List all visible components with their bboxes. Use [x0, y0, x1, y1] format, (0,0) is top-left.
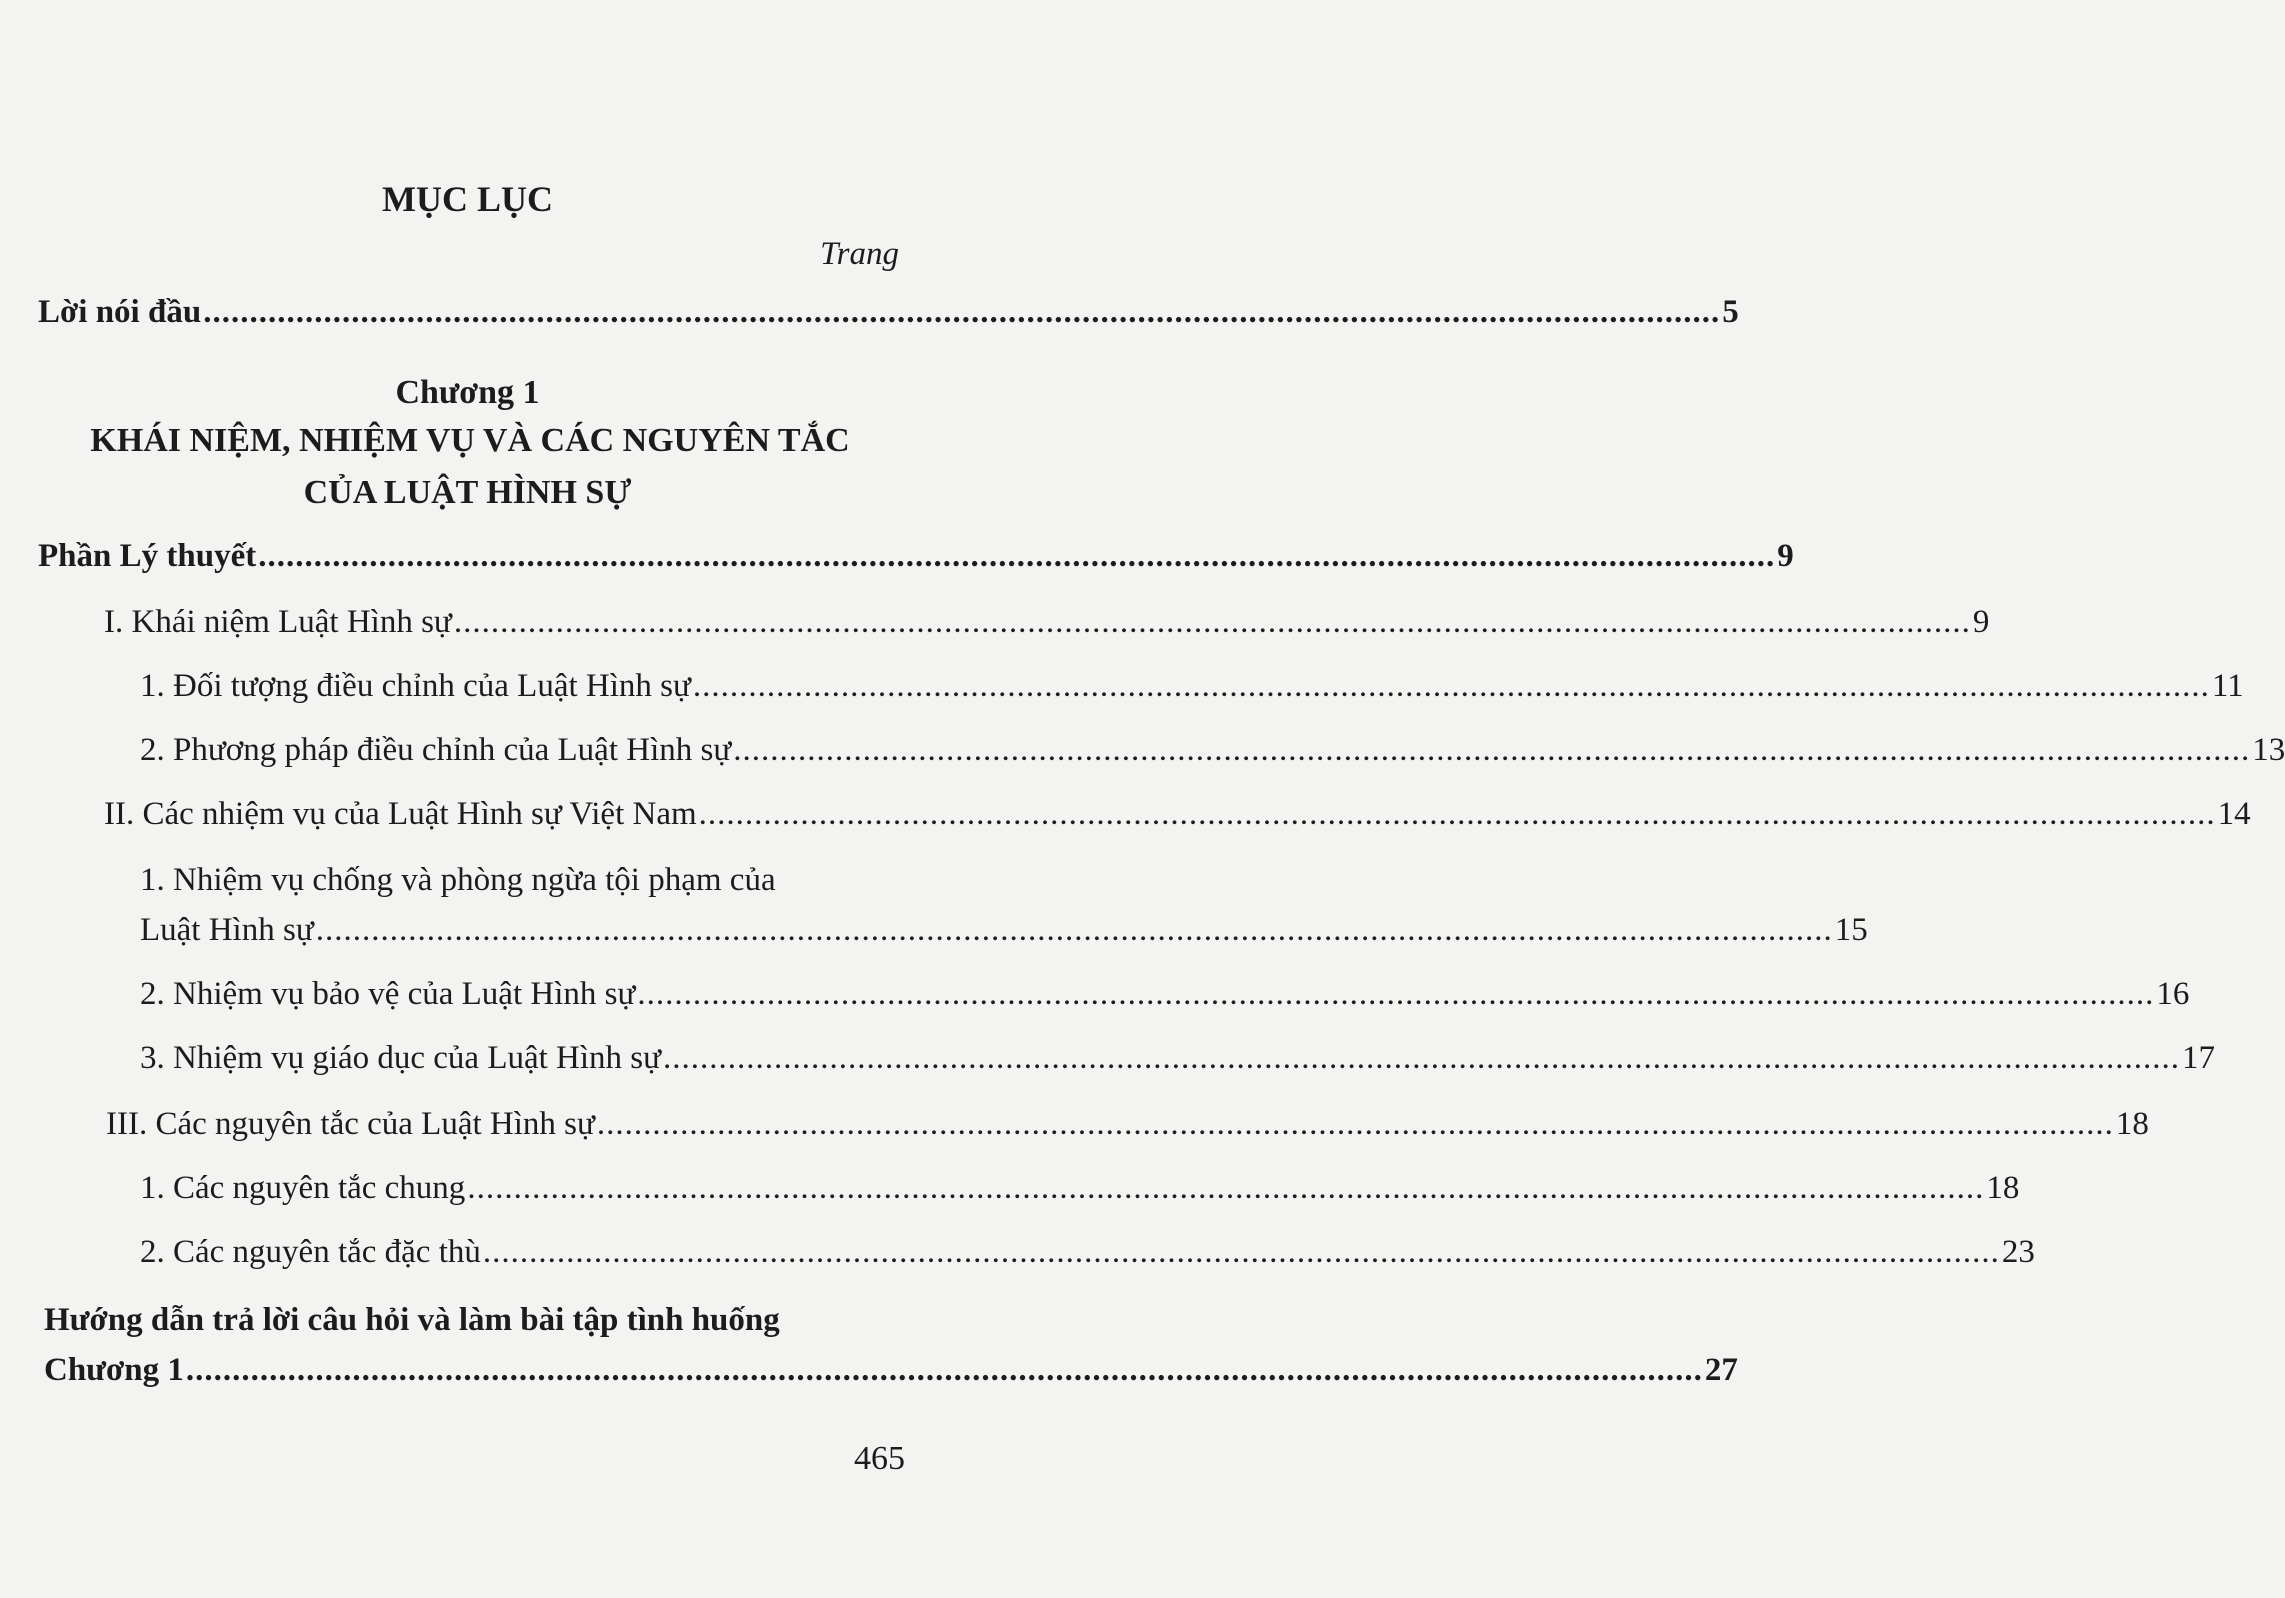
toc-title: MỤC LỤC [382, 179, 553, 219]
toc-entry-preface [38, 294, 1739, 331]
toc-entry-page: 13 [2252, 732, 2285, 768]
dot-leader: .................................................................................................................................................................... [596, 1106, 2114, 1142]
toc-entry [104, 604, 1990, 641]
toc-entry-label: 2. Phương pháp điều chỉnh của Luật Hình sự [140, 732, 732, 768]
toc-entry [106, 1106, 2149, 1143]
dot-leader: .................................................................................................................................................................... [637, 976, 2155, 1012]
toc-entry-label-line1: 1. Nhiệm vụ chống và phòng ngừa tội phạm của [140, 862, 776, 898]
toc-entry-page: 9 [1972, 604, 1990, 640]
toc-entry-page: 27 [1704, 1352, 1738, 1388]
dot-leader: .................................................................................................................................................................... [482, 1234, 2000, 1270]
dot-leader: .................................................................................................................................................................... [453, 604, 1971, 640]
toc-entry-label: 2. Các nguyên tắc đặc thù [140, 1234, 481, 1270]
toc-entry-page: 16 [2156, 976, 2190, 1012]
toc-entry-label: I. Khái niệm Luật Hình sự [104, 604, 452, 640]
toc-entry-label-line1: Hướng dẫn trả lời câu hỏi và làm bài tập tình huống [44, 1302, 780, 1338]
toc-entry-label: II. Các nhiệm vụ của Luật Hình sự Việt Nam [104, 796, 697, 832]
toc-entry [140, 1234, 2035, 1271]
toc-entry [140, 912, 1868, 949]
toc-entry-label: Phần Lý thuyết [38, 538, 257, 574]
toc-entry-label: 2. Nhiệm vụ bảo vệ của Luật Hình sự [140, 976, 636, 1012]
toc-entry-page: 23 [2001, 1234, 2035, 1270]
chapter-title-line2: CỦA LUẬT HÌNH SỰ [303, 474, 632, 511]
toc-entry-page: 18 [1986, 1170, 2020, 1206]
dot-leader: .................................................................................................................................................................... [315, 912, 1833, 948]
toc-entry-theory [38, 538, 1794, 575]
toc-entry-label: 3. Nhiệm vụ giáo dục của Luật Hình sự [140, 1040, 662, 1076]
toc-entry-label: Chương 1 [44, 1352, 184, 1388]
toc-entry-page: 15 [1834, 912, 1868, 948]
page-column-label: Trang [820, 236, 899, 272]
dot-leader: .................................................................................................................................................................... [185, 1352, 1703, 1388]
toc-entry [140, 1040, 2216, 1077]
chapter-number: Chương 1 [395, 374, 540, 411]
toc-entry [140, 1170, 2020, 1207]
toc-entry-page: 11 [2211, 668, 2244, 704]
dot-leader: .................................................................................................................................................................... [698, 796, 2216, 832]
toc-entry-label: 1. Các nguyên tắc chung [140, 1170, 466, 1206]
toc-entry-page: 18 [2115, 1106, 2149, 1142]
toc-entry-label: III. Các nguyên tắc của Luật Hình sự [106, 1106, 595, 1142]
dot-leader: .................................................................................................................................................................... [663, 1040, 2181, 1076]
toc-entry-label: Lời nói đầu [38, 294, 202, 330]
chapter-title-line1: KHÁI NIỆM, NHIỆM VỤ VÀ CÁC NGUYÊN TẮC [90, 422, 850, 459]
toc-entry-page: 14 [2217, 796, 2251, 832]
toc-entry-page: 9 [1777, 538, 1794, 574]
dot-leader: .................................................................................................................................................................... [467, 1170, 1985, 1206]
dot-leader: .................................................................................................................................................................... [258, 538, 1776, 574]
footer-page-number: 465 [854, 1440, 905, 1477]
dot-leader: .................................................................................................................................................................... [692, 668, 2210, 704]
toc-entry-page: 17 [2182, 1040, 2216, 1076]
toc-entry-page: 5 [1722, 294, 1739, 330]
toc-entry [140, 732, 2285, 769]
toc-entry-guide [44, 1352, 1738, 1389]
toc-entry [140, 668, 2244, 705]
dot-leader: .................................................................................................................................................................... [203, 294, 1721, 330]
toc-entry [140, 976, 2190, 1013]
dot-leader: .................................................................................................................................................................... [733, 732, 2251, 768]
toc-entry [104, 796, 2251, 833]
toc-entry-label: Luật Hình sự [140, 912, 314, 948]
toc-entry-label: 1. Đối tượng điều chỉnh của Luật Hình sự [140, 668, 691, 704]
